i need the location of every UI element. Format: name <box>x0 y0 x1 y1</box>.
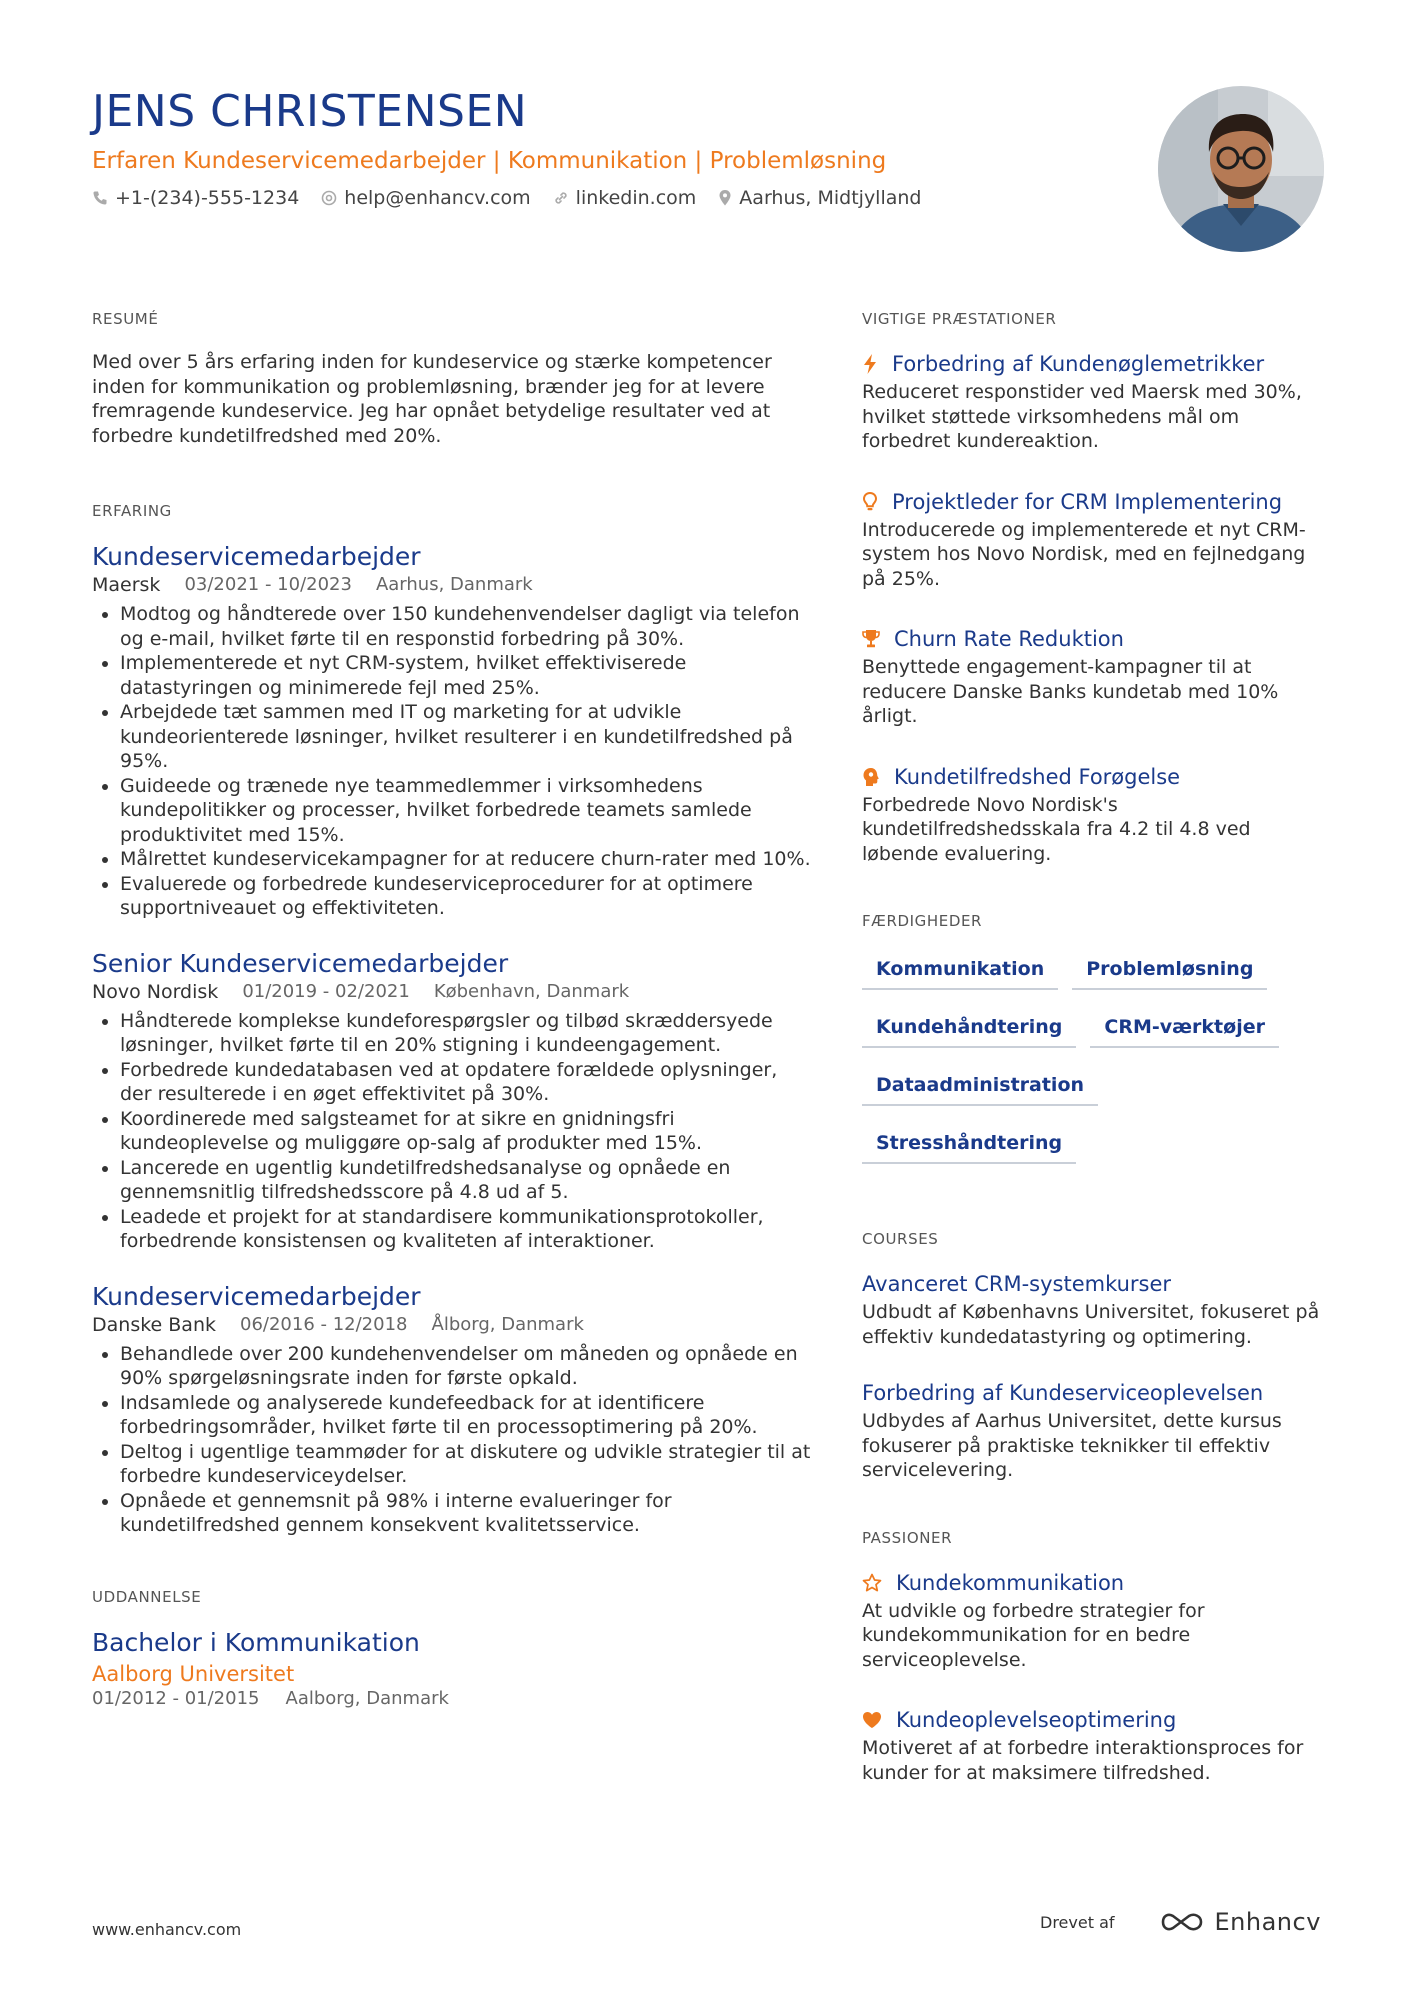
achievement-text: Reduceret responstider ved Maersk med 30%, hvilket støttede virksomhedens mål om forbedret kundereaktion. <box>862 381 1302 452</box>
summary-section <box>92 310 812 448</box>
achievement-item <box>862 350 1332 454</box>
job-meta <box>92 574 812 596</box>
job-meta <box>92 1314 812 1336</box>
education-meta <box>92 1688 812 1709</box>
footer-url[interactable]: www.enhancv.com <box>92 1920 242 1939</box>
job-bullet: • Forbedrede kundedatabasen ved at opdatere forældede oplysninger, der resulterede i en øget effektivitet på 30%. <box>120 1058 812 1107</box>
passions-section <box>862 1529 1332 1786</box>
course-title: Forbedring af Kundeserviceoplevelsen <box>862 1381 1264 1405</box>
job-location: Ålborg, Danmark <box>431 1313 584 1335</box>
job-bullet: • Arbejdede tæt sammen med IT og marketing for at udvikle kundeorienterede løsninger, hvilket resulterer i en kundetilfredshed på 95%. <box>120 700 812 774</box>
passions-heading: PASSIONER <box>862 1528 953 1547</box>
achievements-heading: VIGTIGE PRÆSTATIONER <box>862 310 1057 328</box>
contact-linkedin[interactable] <box>553 187 697 209</box>
contact-bar <box>92 187 944 209</box>
job-dates: 01/2019 - 02/2021 <box>242 980 410 1002</box>
courses-section <box>862 1230 1332 1483</box>
achievement-title: Kundetilfredshed Forøgelse <box>894 764 1181 789</box>
job-meta <box>92 981 812 1003</box>
job-bullet: • Deltog i ugentlige teammøder for at diskutere og udvikle strategier til at forbedre kundeserviceydelser. <box>120 1440 812 1489</box>
skills-heading: FÆRDIGHEDER <box>862 912 983 930</box>
contact-email[interactable] <box>321 187 530 209</box>
achievement-title: Forbedring af Kundenøglemetrikker <box>892 352 1265 376</box>
skill-tag: Dataadministration <box>862 1068 1098 1106</box>
skill-tag: Problemløsning <box>1072 952 1267 990</box>
location-text: Aarhus, Midtjylland <box>739 187 922 209</box>
job-bullet: • Guideede og trænede nye teammedlemmer i virksomhedens kundepolitikker og processer, hvilket forbedrede teamets samlede produktivitet med 15%. <box>120 774 812 848</box>
at-icon <box>321 190 337 206</box>
email-text: help@enhancv.com <box>344 187 531 209</box>
job-bullets <box>92 602 812 921</box>
passion-title: Kundeoplevelseoptimering <box>896 1708 1177 1732</box>
achievement-text: Forbedrede Novo Nordisk's kundetilfredshedsskala fra 4.2 til 4.8 ved løbende evaluering. <box>862 793 1251 865</box>
job-entry <box>92 1282 812 1538</box>
achievement-header <box>862 763 1332 791</box>
skill-tag: Kundehåndtering <box>862 1010 1076 1048</box>
head-icon <box>862 767 880 787</box>
contact-location <box>718 187 921 209</box>
left-column <box>92 310 812 1709</box>
star-icon <box>862 1573 882 1593</box>
education-dates: 01/2012 - 01/2015 <box>92 1687 260 1709</box>
school-name: Aalborg Universitet <box>92 1661 295 1686</box>
summary-text: Med over 5 års erfaring inden for kundeservice og stærke kompetencer inden for kommunikation og problemløsning, brænder jeg for at levere fremragende kundeservice. Jeg har opnået betydelige resultater ved at forbedre kundetilfredshed med 20%. <box>92 351 772 447</box>
experience-heading: ERFARING <box>92 502 172 520</box>
job-company: Maersk <box>92 574 161 596</box>
course-item <box>862 1270 1332 1349</box>
phone-icon <box>92 190 108 206</box>
job-bullet: • Målrettet kundeservicekampagner for at reducere churn-rater med 10%. <box>120 847 812 872</box>
skills-list <box>862 952 1332 1184</box>
course-text: Udbudt af Københavns Universitet, fokuseret på effektiv kundedatastyring og optimering. <box>862 1301 1320 1348</box>
achievement-header <box>862 625 1332 653</box>
brand-name: Enhancv <box>1214 1908 1321 1936</box>
achievement-item <box>862 763 1332 867</box>
education-section <box>92 1588 812 1709</box>
job-bullet: • Lancerede en ugentlig kundetilfredshedsanalyse og opnåede en gennemsnitlig tilfredshedsscore på 4.8 ud af 5. <box>120 1156 812 1205</box>
education-heading: UDDANNELSE <box>92 1587 202 1606</box>
linkedin-text: linkedin.com <box>575 187 697 209</box>
job-bullet: • Håndterede komplekse kundeforespørgsler og tilbød skræddersyede løsninger, hvilket førte til en 20% stigning i kundeengagement. <box>120 1009 812 1058</box>
passion-header <box>862 1569 1332 1597</box>
degree-title: Bachelor i Kommunikation <box>92 1627 420 1657</box>
job-entry <box>92 949 812 1254</box>
job-company: Danske Bank <box>92 1313 216 1336</box>
course-title: Avanceret CRM-systemkurser <box>862 1272 1172 1296</box>
job-bullets <box>92 1009 812 1254</box>
phone-text: +1-(234)-555-1234 <box>115 187 300 209</box>
passion-text: Motiveret af at forbedre interaktionsproces for kunder for at maksimere tilfredshed. <box>862 1737 1304 1784</box>
course-text: Udbydes af Aarhus Universitet, dette kursus fokuserer på praktiske teknikker til effektiv servicelevering. <box>862 1410 1282 1481</box>
skill-tag: Kommunikation <box>862 952 1058 990</box>
passion-header <box>862 1706 1332 1734</box>
profile-photo <box>1158 86 1324 252</box>
skills-section <box>862 912 1332 1184</box>
achievement-item <box>862 625 1332 729</box>
courses-heading: COURSES <box>862 1230 939 1248</box>
passion-text: At udvikle og forbedre strategier for kundekommunikation for en bedre serviceoplevelse. <box>862 1599 1205 1671</box>
job-title: Kundeservicemedarbejder <box>92 1281 421 1311</box>
lightning-icon <box>862 353 878 375</box>
job-bullet: • Leadede et projekt for at standardisere kommunikationsprotokoller, forbedrende konsistensen og kvaliteten af interaktioner. <box>120 1205 812 1254</box>
job-bullet: • Behandlede over 200 kundehenvendelser om måneden og opnåede en 90% spørgeløsningsrate inden for første opkald. <box>120 1342 812 1391</box>
job-title: Kundeservicemedarbejder <box>92 542 421 571</box>
job-bullet: • Indsamlede og analyserede kundefeedback for at identificere forbedringsområder, hvilket førte til en processoptimering på 20%. <box>120 1391 812 1440</box>
achievement-text: Benyttede engagement-kampagner til at reducere Danske Banks kundetab med 10% årligt. <box>862 656 1279 727</box>
job-bullets <box>92 1342 812 1538</box>
skill-tag: CRM-værktøjer <box>1090 1010 1279 1048</box>
achievement-title: Churn Rate Reduktion <box>894 627 1124 651</box>
passion-item <box>862 1569 1332 1673</box>
achievement-header <box>862 350 1332 378</box>
job-location: Aarhus, Danmark <box>375 574 533 595</box>
job-company: Novo Nordisk <box>92 980 219 1003</box>
tagline: Erfaren Kundeservicemedarbejder | Kommunikation | Problemløsning <box>92 148 887 174</box>
job-location: København, Danmark <box>433 980 630 1002</box>
link-icon <box>553 190 569 206</box>
heart-icon <box>862 1711 882 1729</box>
trophy-icon <box>862 629 880 649</box>
passion-item <box>862 1706 1332 1785</box>
achievements-section <box>862 310 1332 866</box>
experience-section <box>92 502 812 1538</box>
job-bullet: • Opnåede et gennemsnit på 98% i interne evalueringer for kundetilfredshed gennem konsekvent kvalitetsservice. <box>120 1489 812 1538</box>
passion-title: Kundekommunikation <box>896 1570 1125 1595</box>
candidate-name: JENS CHRISTENSEN <box>92 86 528 137</box>
job-dates: 03/2021 - 10/2023 <box>184 574 352 595</box>
achievement-item <box>862 488 1332 592</box>
job-bullet: • Modtog og håndterede over 150 kundehenvendelser dagligt via telefon og e-mail, hvilket førte til en responstid forbedring på 30%. <box>120 602 812 651</box>
powered-by-label: Drevet af <box>1040 1912 1115 1932</box>
job-bullet: • Implementerede et nyt CRM-system, hvilket effektiviserede datastyringen og minimerede fejl med 25%. <box>120 651 812 700</box>
course-item <box>862 1379 1332 1483</box>
job-entry <box>92 542 812 921</box>
education-location: Aalborg, Danmark <box>285 1687 449 1709</box>
achievement-text: Introducerede og implementerede et nyt CRM-system hos Novo Nordisk, med en fejlnedgang på 25%. <box>862 518 1306 590</box>
enhancv-logo-icon <box>1159 1910 1205 1934</box>
right-column <box>862 310 1332 1819</box>
summary-heading: RESUMÉ <box>92 310 159 328</box>
contact-phone <box>92 187 299 209</box>
location-pin-icon <box>718 189 732 207</box>
lightbulb-icon <box>862 491 878 513</box>
achievement-title: Projektleder for CRM Implementering <box>892 489 1283 514</box>
achievement-header <box>862 488 1332 516</box>
job-dates: 06/2016 - 12/2018 <box>240 1313 408 1335</box>
job-bullet: • Evaluerede og forbedrede kundeserviceprocedurer for at optimere supportniveauet og effektiviteten. <box>120 872 812 921</box>
footer-branding <box>1040 1908 1321 1936</box>
job-bullet: • Koordinerede med salgsteamet for at sikre en gnidningsfri kundeoplevelse og muliggøre op-salg af produkter med 15%. <box>120 1107 812 1156</box>
skill-tag: Stresshåndtering <box>862 1126 1076 1164</box>
job-title: Senior Kundeservicemedarbejder <box>92 948 509 978</box>
